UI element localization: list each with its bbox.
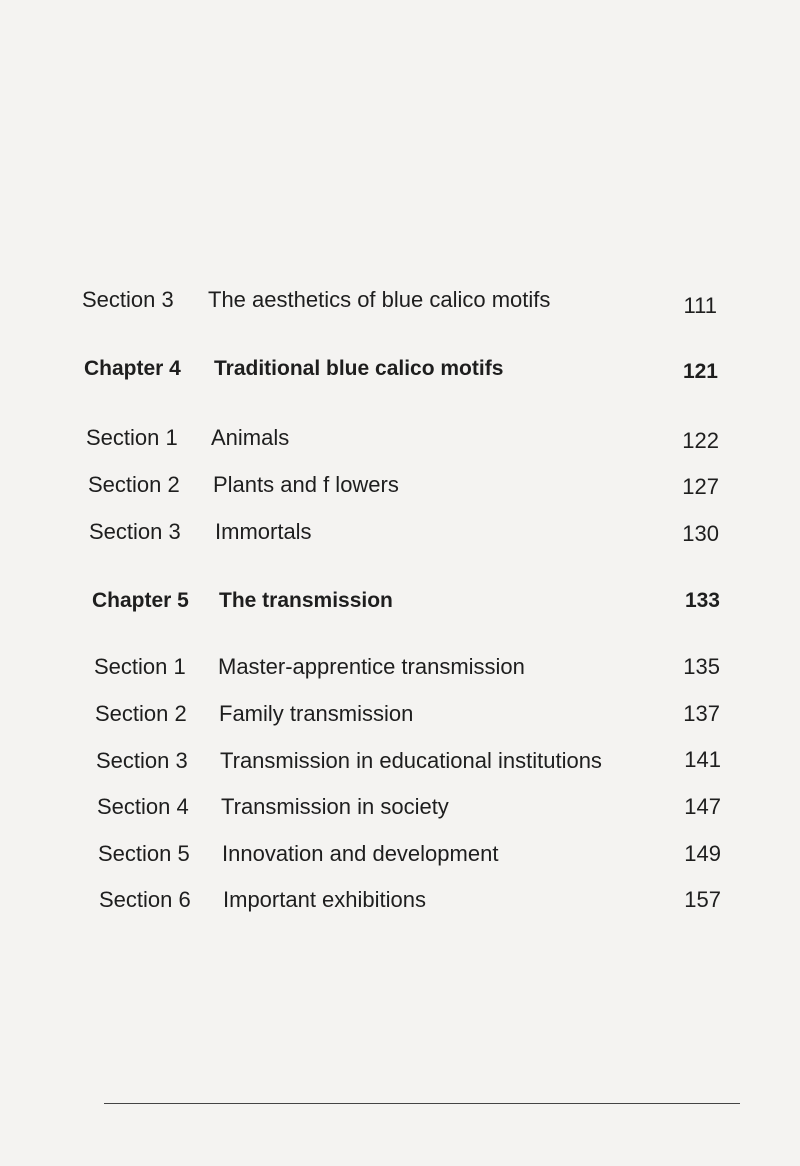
toc-entry-title: The transmission [219, 589, 393, 612]
toc-entry-page: 157 [684, 887, 721, 912]
toc-entry-title: Family transmission [219, 701, 414, 726]
toc-entry-title: Transmission in educational institutions [220, 748, 602, 773]
toc-entry-label: Section 2 [95, 701, 187, 726]
toc-entry-title: Immortals [215, 519, 312, 544]
toc-entry-page: 141 [684, 747, 721, 772]
toc-entry-title: Plants and f lowers [213, 472, 399, 497]
toc-entry-page: 135 [683, 654, 720, 679]
toc-entry-page: 122 [682, 428, 719, 453]
toc-entry-page: 147 [684, 794, 721, 819]
toc-entry-label: Chapter 5 [92, 589, 189, 612]
toc-entry-page: 127 [682, 474, 719, 499]
toc-entry-title: Traditional blue calico motifs [214, 357, 504, 380]
toc-entry-label: Section 3 [89, 519, 181, 544]
toc-entry-label: Section 2 [88, 472, 180, 497]
toc-entry-label: Section 6 [99, 887, 191, 912]
toc-entry-page: 111 [683, 293, 717, 318]
toc-entry-label: Section 1 [94, 654, 186, 679]
footer-rule [104, 1103, 740, 1104]
toc-entry-label: Section 1 [86, 425, 178, 450]
toc-entry-title: Animals [211, 425, 290, 450]
toc-entry-title: Important exhibitions [223, 887, 426, 912]
toc-entry-label: Section 3 [96, 748, 188, 773]
toc-entry-label: Section 5 [98, 841, 190, 866]
toc-entry-title: Transmission in society [221, 794, 449, 819]
toc-entry-page: 130 [682, 521, 719, 546]
toc-entry-title: Innovation and development [222, 841, 499, 866]
toc-entry-title: The aesthetics of blue calico motifs [208, 287, 551, 312]
toc-entry-page: 133 [684, 589, 720, 612]
toc-entry-page: 121 [682, 360, 718, 383]
toc-entry-label: Chapter 4 [84, 357, 181, 380]
toc-entry-label: Section 3 [82, 287, 174, 312]
toc-entry-title: Master-apprentice transmission [218, 654, 525, 679]
toc-entry-page: 149 [684, 841, 721, 866]
toc-entry-page: 137 [683, 701, 720, 726]
toc-entry-label: Section 4 [97, 794, 189, 819]
